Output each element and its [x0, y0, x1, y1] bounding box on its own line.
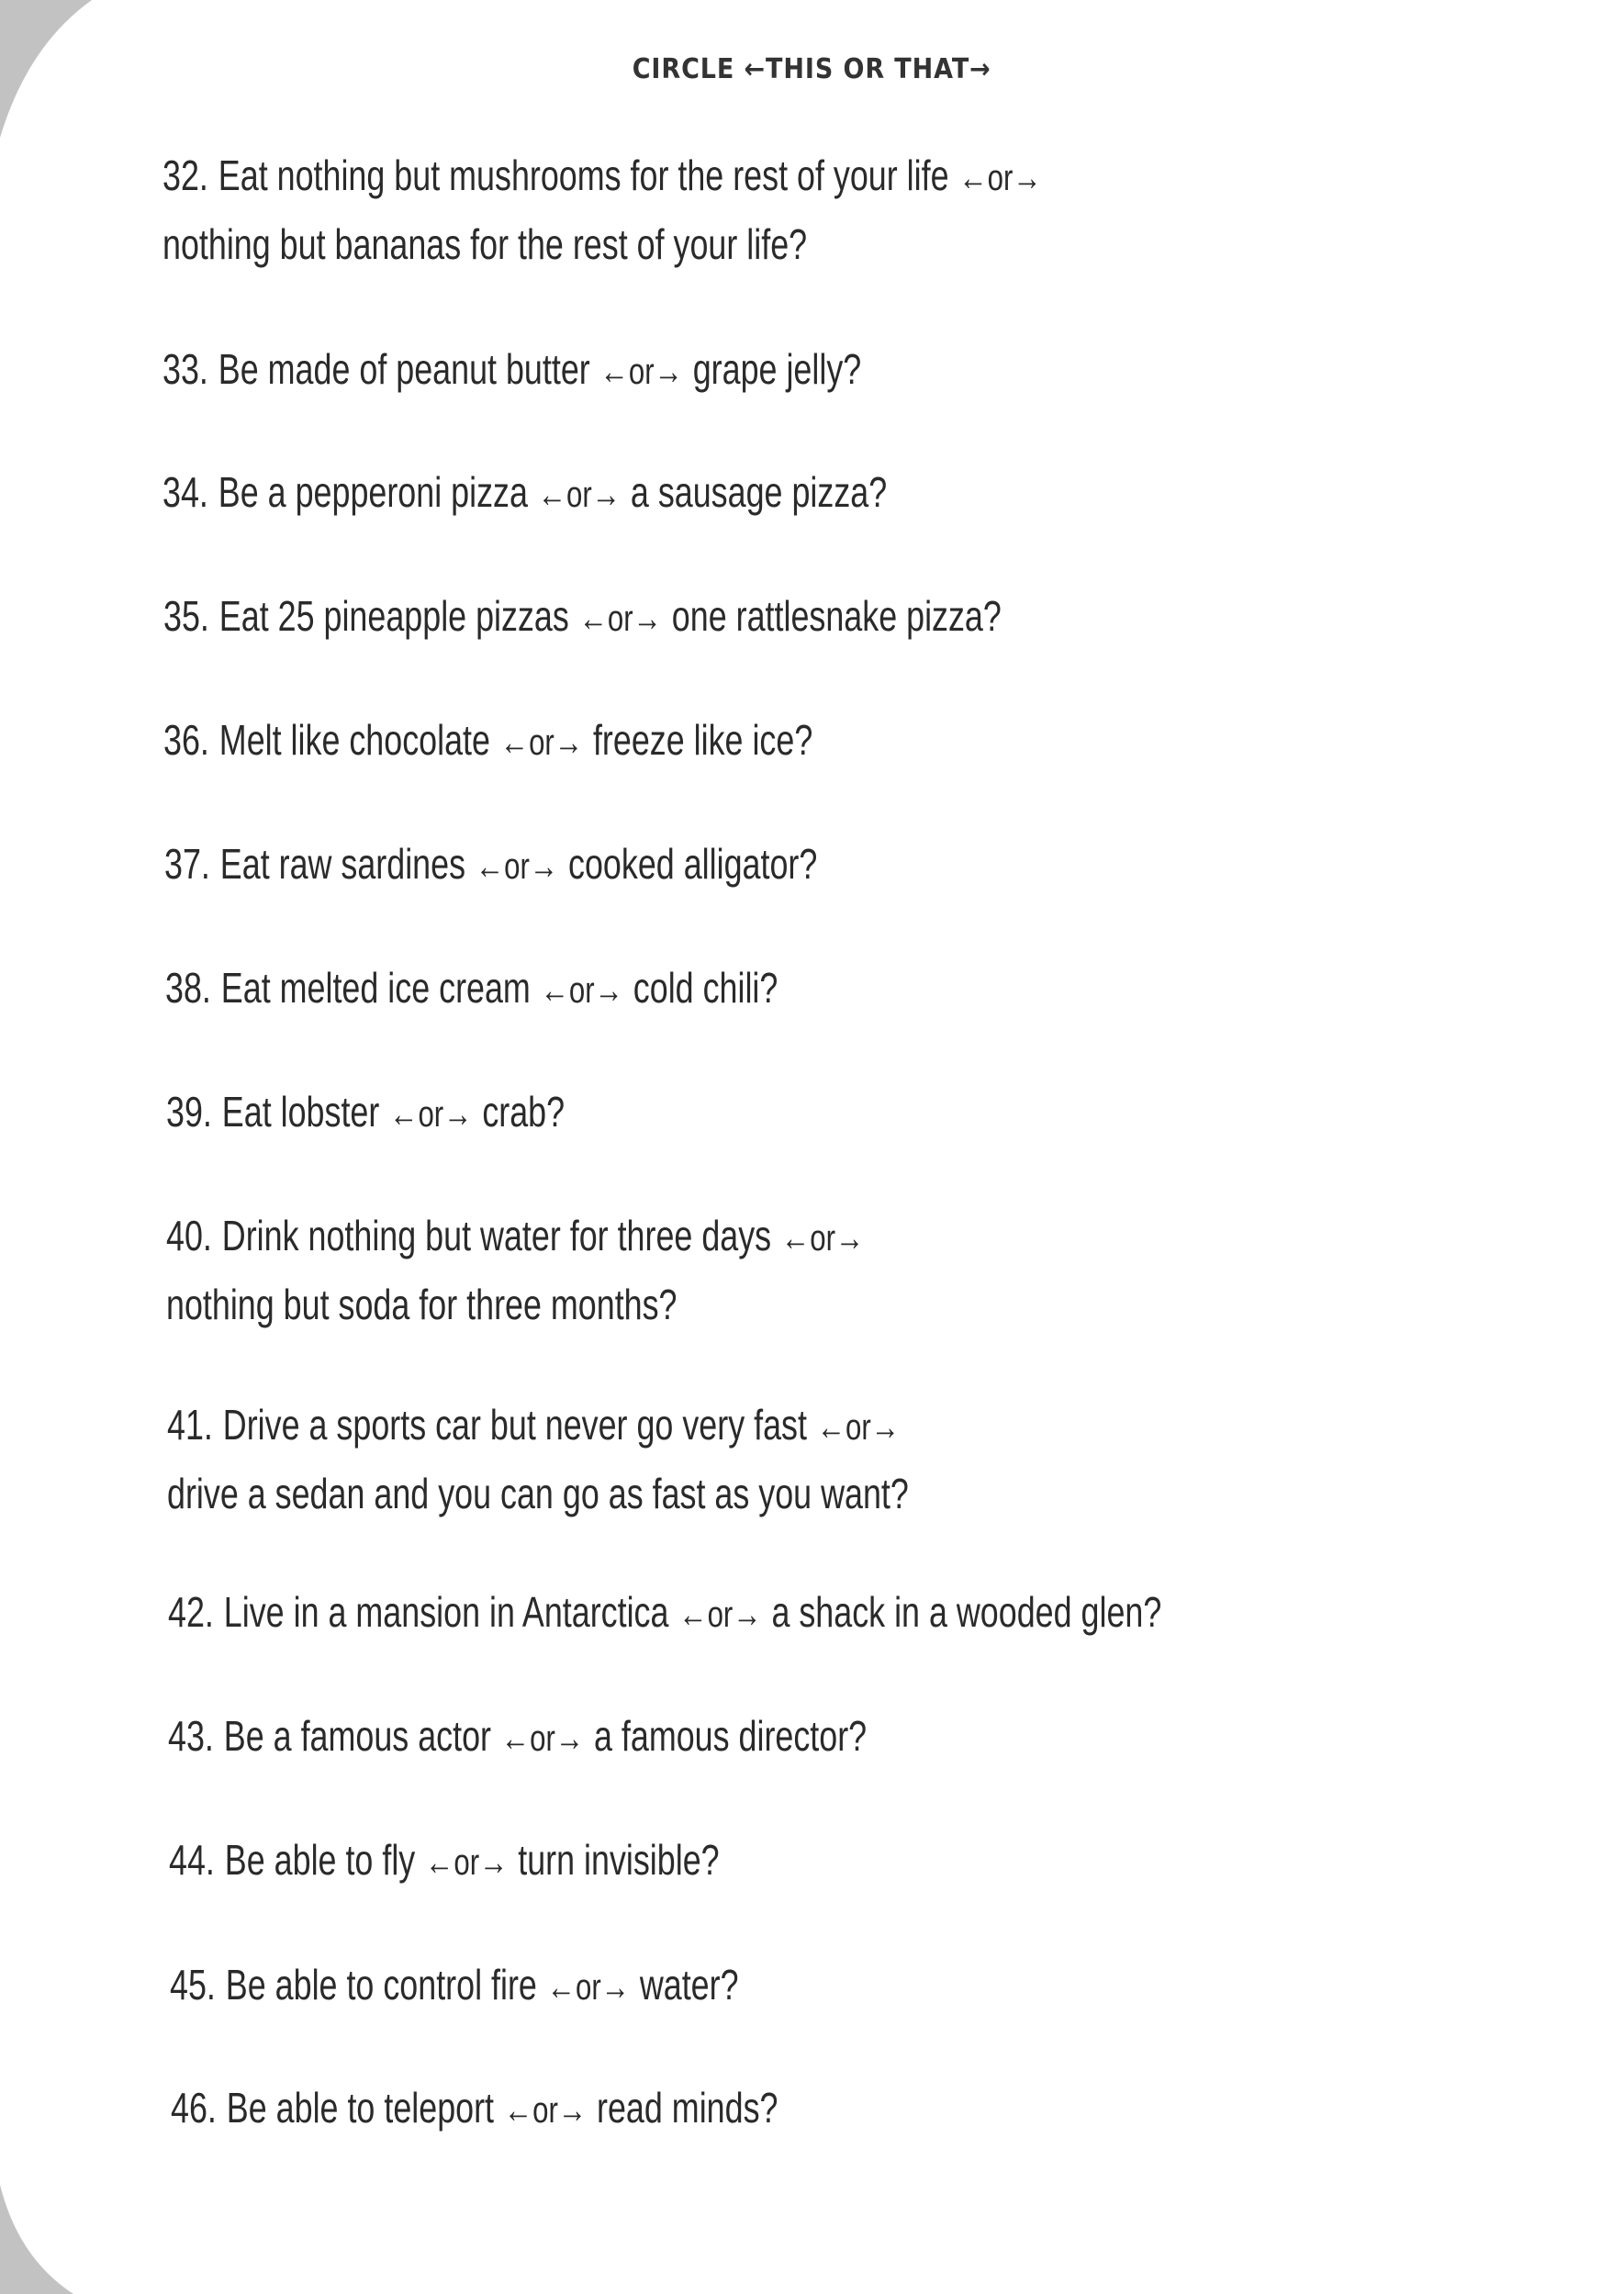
- question-item: [168, 1703, 867, 1772]
- question-number: 43.: [168, 1712, 214, 1760]
- option-this[interactable]: Drink nothing but water for three days: [221, 1212, 772, 1259]
- option-that[interactable]: a shack in a wooded glen?: [771, 1588, 1162, 1636]
- question-number: 40.: [166, 1212, 212, 1259]
- or-connector: ←or→: [540, 970, 623, 1011]
- option-this[interactable]: Eat lobster: [221, 1088, 380, 1136]
- option-that[interactable]: freeze like ice?: [592, 716, 813, 764]
- or-connector: ←or→: [475, 846, 559, 887]
- option-that[interactable]: turn invisible?: [518, 1836, 720, 1884]
- question-item: [162, 142, 1052, 277]
- question-number: 34.: [162, 468, 208, 516]
- or-connector: ←or→: [678, 1595, 762, 1635]
- option-that[interactable]: a sausage pizza?: [630, 468, 888, 516]
- option-this[interactable]: Eat 25 pineapple pizzas: [218, 592, 569, 640]
- option-that[interactable]: nothing but soda for three months?: [166, 1281, 678, 1328]
- question-item: [164, 831, 817, 900]
- or-connector: ←or→: [958, 158, 1042, 198]
- question-number: 35.: [163, 592, 209, 640]
- question-number: 36.: [163, 716, 209, 764]
- question-number: 39.: [166, 1088, 212, 1136]
- option-this[interactable]: Be able to fly: [224, 1836, 416, 1884]
- page-title: CIRCLE ←THIS OR THAT→: [633, 53, 991, 85]
- option-this[interactable]: Melt like chocolate: [218, 716, 490, 764]
- question-item: [167, 1392, 910, 1527]
- option-that[interactable]: grape jelly?: [692, 345, 862, 393]
- option-this[interactable]: Be able to control fire: [225, 1961, 537, 2009]
- question-number: 45.: [170, 1961, 216, 2009]
- option-that[interactable]: read minds?: [597, 2084, 778, 2132]
- option-this[interactable]: Eat melted ice cream: [220, 964, 531, 1012]
- option-that[interactable]: crab?: [482, 1088, 566, 1136]
- question-item: [166, 1203, 874, 1337]
- option-that[interactable]: cold chili?: [633, 964, 778, 1012]
- or-connector: ←or→: [503, 2090, 588, 2131]
- option-this[interactable]: Eat nothing but mushrooms for the rest of your life: [218, 151, 949, 199]
- or-connector: ←or→: [578, 599, 662, 639]
- option-that[interactable]: nothing but bananas for the rest of your life?: [162, 220, 808, 268]
- option-that[interactable]: drive a sedan and you can go as fast as you want?: [167, 1470, 909, 1517]
- option-this[interactable]: Be able to teleport: [226, 2084, 495, 2132]
- question-number: 46.: [171, 2084, 217, 2132]
- option-this[interactable]: Drive a sports car but never go very fast: [222, 1401, 807, 1449]
- option-that[interactable]: one rattlesnake pizza?: [671, 592, 1002, 640]
- or-connector: ←or→: [546, 1967, 630, 2008]
- question-item: [162, 336, 861, 405]
- option-this[interactable]: Be a famous actor: [223, 1712, 491, 1760]
- or-connector: ←or→: [389, 1094, 473, 1135]
- or-connector: ←or→: [816, 1407, 901, 1448]
- question-item: [170, 1952, 739, 2020]
- question-item: [163, 583, 1002, 652]
- question-item: [168, 1579, 1161, 1648]
- question-item: [169, 1827, 720, 1896]
- or-connector: ←or→: [781, 1218, 865, 1259]
- question-item: [166, 1079, 565, 1147]
- option-that[interactable]: cooked alligator?: [568, 840, 818, 888]
- or-connector: ←or→: [499, 722, 584, 763]
- question-number: 44.: [169, 1836, 215, 1884]
- question-item: [165, 955, 778, 1024]
- question-number: 32.: [162, 151, 208, 199]
- option-this[interactable]: Eat raw sardines: [219, 840, 466, 888]
- question-number: 41.: [167, 1401, 213, 1449]
- question-item: [163, 707, 812, 776]
- question-number: 37.: [164, 840, 210, 888]
- question-item: [162, 459, 887, 528]
- option-that[interactable]: water?: [639, 1961, 739, 2009]
- or-connector: ←or→: [599, 352, 683, 392]
- option-that[interactable]: a famous director?: [593, 1712, 868, 1760]
- option-this[interactable]: Be a pepperoni pizza: [218, 468, 528, 516]
- question-number: 38.: [165, 964, 211, 1012]
- or-connector: ←or→: [425, 1842, 509, 1883]
- option-this[interactable]: Be made of peanut butter: [218, 345, 590, 393]
- question-number: 33.: [162, 345, 208, 393]
- option-this[interactable]: Live in a mansion in Antarctica: [223, 1588, 669, 1636]
- question-number: 42.: [168, 1588, 214, 1636]
- question-item: [171, 2075, 778, 2143]
- or-connector: ←or→: [500, 1718, 585, 1759]
- or-connector: ←or→: [537, 475, 621, 515]
